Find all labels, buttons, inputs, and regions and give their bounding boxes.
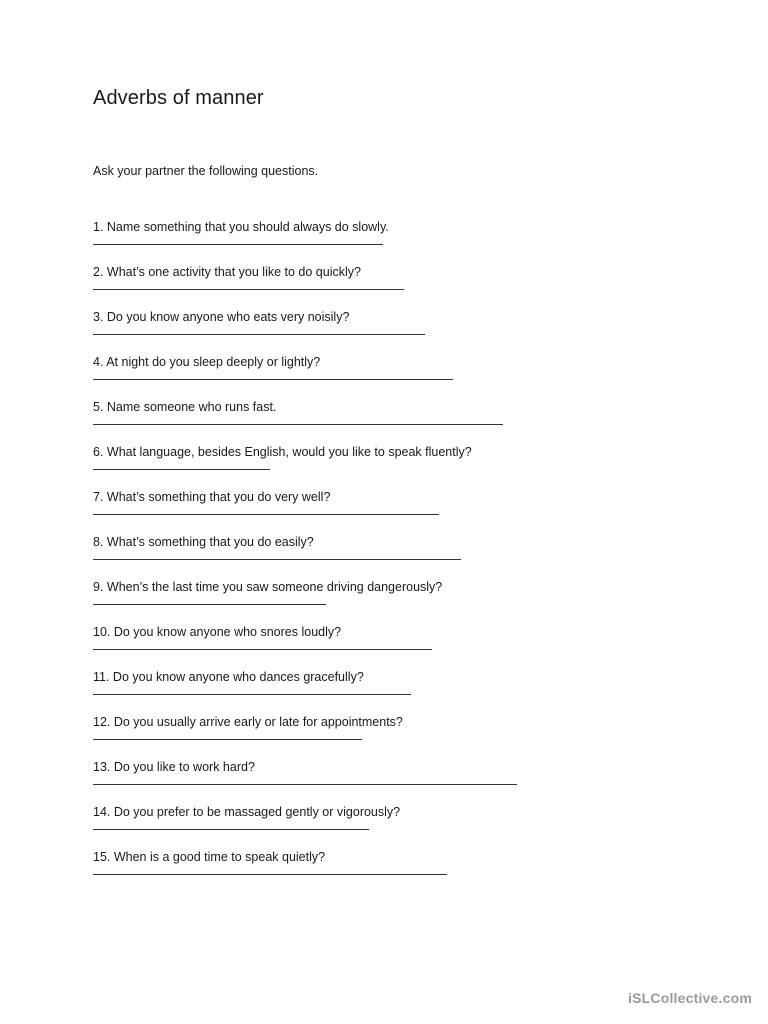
question-item-1 bbox=[93, 219, 517, 264]
answer-line bbox=[93, 649, 432, 650]
question-text: 1. Name something that you should always do slowly. bbox=[93, 220, 389, 234]
question-text: 9. When’s the last time you saw someone driving dangerously? bbox=[93, 580, 443, 594]
answer-line bbox=[93, 289, 404, 290]
question-text: 5. Name someone who runs fast. bbox=[93, 400, 277, 414]
question-item-13 bbox=[93, 759, 517, 804]
answer-line bbox=[93, 469, 270, 470]
question-item-14 bbox=[93, 804, 517, 849]
question-item-6 bbox=[93, 444, 517, 489]
question-item-5 bbox=[93, 399, 517, 444]
question-text: 4. At night do you sleep deeply or lightly? bbox=[93, 355, 321, 369]
answer-line bbox=[93, 874, 447, 875]
question-item-8 bbox=[93, 534, 517, 579]
question-item-12 bbox=[93, 714, 517, 759]
question-text: 7. What’s something that you do very well? bbox=[93, 490, 331, 504]
question-list bbox=[93, 219, 517, 894]
question-item-2 bbox=[93, 264, 517, 309]
instructions-text: Ask your partner the following questions. bbox=[93, 164, 319, 178]
question-text: 15. When is a good time to speak quietly? bbox=[93, 850, 326, 864]
answer-line bbox=[93, 514, 439, 515]
question-text: 3. Do you know anyone who eats very noisily? bbox=[93, 310, 350, 324]
question-text: 6. What language, besides English, would you like to speak fluently? bbox=[93, 445, 472, 459]
answer-line bbox=[93, 334, 425, 335]
watermark: iSLCollective.com bbox=[628, 990, 752, 1006]
answer-line bbox=[93, 559, 461, 560]
question-item-4 bbox=[93, 354, 517, 399]
question-text: 12. Do you usually arrive early or late for appointments? bbox=[93, 715, 403, 729]
answer-line bbox=[93, 739, 362, 740]
question-text: 10. Do you know anyone who snores loudly? bbox=[93, 625, 342, 639]
answer-line bbox=[93, 694, 411, 695]
answer-line bbox=[93, 784, 517, 785]
question-text: 14. Do you prefer to be massaged gently or vigorously? bbox=[93, 805, 401, 819]
answer-line bbox=[93, 604, 326, 605]
answer-line bbox=[93, 244, 383, 245]
page-title: Adverbs of manner bbox=[93, 87, 264, 109]
answer-line bbox=[93, 829, 369, 830]
question-item-9 bbox=[93, 579, 517, 624]
question-text: 8. What’s something that you do easily? bbox=[93, 535, 314, 549]
question-text: 13. Do you like to work hard? bbox=[93, 760, 255, 774]
question-item-15 bbox=[93, 849, 517, 894]
question-item-10 bbox=[93, 624, 517, 669]
answer-line bbox=[93, 424, 503, 425]
question-text: 2. What’s one activity that you like to do quickly? bbox=[93, 265, 361, 279]
answer-line bbox=[93, 379, 453, 380]
question-text: 11. Do you know anyone who dances gracefully? bbox=[93, 670, 364, 684]
question-item-3 bbox=[93, 309, 517, 354]
question-item-7 bbox=[93, 489, 517, 534]
question-item-11 bbox=[93, 669, 517, 714]
